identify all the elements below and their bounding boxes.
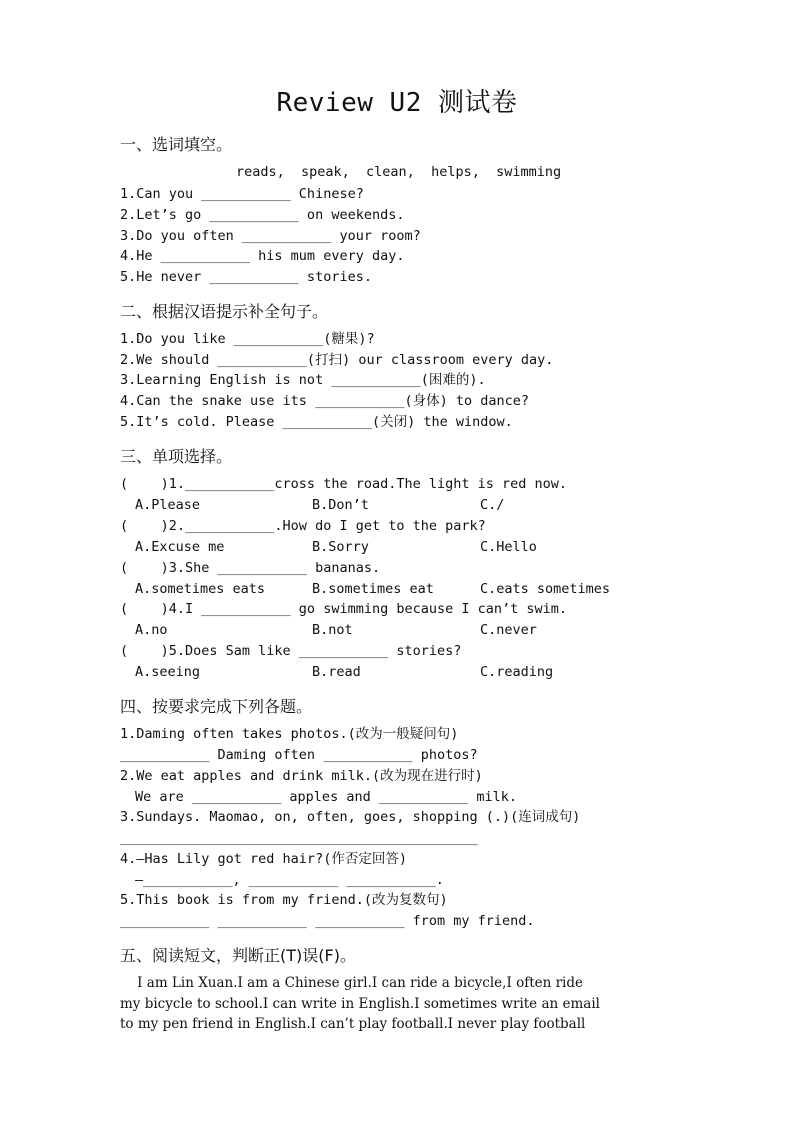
mc-option-c: C./ xyxy=(480,497,505,513)
s4-answer-line-2: We are ___________ apples and ___________ milk. xyxy=(135,789,518,805)
s2-question-4: 4.Can the snake use its ___________(身体) to dance? xyxy=(120,393,530,409)
s4-question-2: 2.We eat apples and drink milk.(改为现在进行时) xyxy=(120,768,483,784)
mc-option-c: C.never xyxy=(480,622,537,638)
mc-option-c: C.Hello xyxy=(480,539,537,555)
mc-option-c: C.reading xyxy=(480,664,554,680)
section-1-heading: 一、选词填空。 xyxy=(120,135,233,154)
s4-question-1: 1.Daming often takes photos.(改为一般疑问句) xyxy=(120,726,459,742)
s4-answer-line-3: ____________________________________________ xyxy=(120,830,478,846)
mc-option-b: B.not xyxy=(312,622,353,638)
mc-question-2: ( )2.___________.How do I get to the park? xyxy=(120,518,486,534)
mc-question-3: ( )3.She ___________ bananas. xyxy=(120,560,381,576)
s4-answer-line-5: ___________ ___________ ___________ from my friend. xyxy=(120,913,535,929)
mc-option-a: A.Please xyxy=(135,497,201,513)
mc-option-a: A.seeing xyxy=(135,664,201,680)
s2-question-3: 3.Learning English is not ___________(困难的). xyxy=(120,372,486,388)
s4-question-4: 4.—Has Lily got red hair?(作否定回答) xyxy=(120,851,407,867)
section-2-heading: 二、根据汉语提示补全句子。 xyxy=(120,302,329,321)
mc-option-b: B.Sorry xyxy=(312,539,369,555)
s2-question-5: 5.It’s cold. Please ___________(关闭) the window. xyxy=(120,414,513,430)
s1-question-5: 5.He never ___________ stories. xyxy=(120,269,372,285)
reading-passage-line: to my pen friend in English.I can’t play football.I never play football xyxy=(120,1016,586,1032)
s1-question-4: 4.He ___________ his mum every day. xyxy=(120,248,405,264)
mc-option-b: B.read xyxy=(312,664,361,680)
s4-answer-line-1: ___________ Daming often ___________ photos? xyxy=(120,747,478,763)
reading-passage-line: I am Lin Xuan.I am a Chinese girl.I can ride a bicycle,I often ride xyxy=(120,975,584,991)
s1-question-3: 3.Do you often ___________ your room? xyxy=(120,228,421,244)
word-bank: reads, speak, clean, helps, swimming xyxy=(236,164,562,180)
s1-question-1: 1.Can you ___________ Chinese? xyxy=(120,186,364,202)
mc-option-b: B.sometimes eat xyxy=(312,581,434,597)
mc-option-b: B.Don’t xyxy=(312,497,369,513)
section-3-heading: 三、单项选择。 xyxy=(120,447,233,466)
s2-question-1: 1.Do you like ___________(糖果)? xyxy=(120,331,375,347)
mc-option-a: A.sometimes eats xyxy=(135,581,266,597)
mc-question-4: ( )4.I ___________ go swimming because I can’t swim. xyxy=(120,601,568,617)
s1-question-2: 2.Let’s go ___________ on weekends. xyxy=(120,207,405,223)
reading-passage-line: my bicycle to school.I can write in English.I sometimes write an email xyxy=(120,996,600,1012)
mc-option-c: C.eats sometimes xyxy=(480,581,611,597)
mc-question-5: ( )5.Does Sam like ___________ stories? xyxy=(120,643,462,659)
section-5-heading: 五、阅读短文，判断正(T)误(F)。 xyxy=(120,946,356,965)
mc-question-1: ( )1.___________cross the road.The light is red now. xyxy=(120,476,568,492)
mc-option-a: A.no xyxy=(135,622,168,638)
page-title: Review U2 测试卷 xyxy=(276,88,518,118)
s2-question-2: 2.We should ___________(打扫) our classroom every day. xyxy=(120,352,554,368)
s4-answer-line-4: —___________, ___________ ___________. xyxy=(135,872,444,888)
mc-option-a: A.Excuse me xyxy=(135,539,225,555)
section-4-heading: 四、按要求完成下列各题。 xyxy=(120,697,313,716)
s4-question-3: 3.Sundays. Maomao, on, often, goes, shopping (.)(连词成句) xyxy=(120,809,581,825)
s4-question-5: 5.This book is from my friend.(改为复数句) xyxy=(120,892,448,908)
